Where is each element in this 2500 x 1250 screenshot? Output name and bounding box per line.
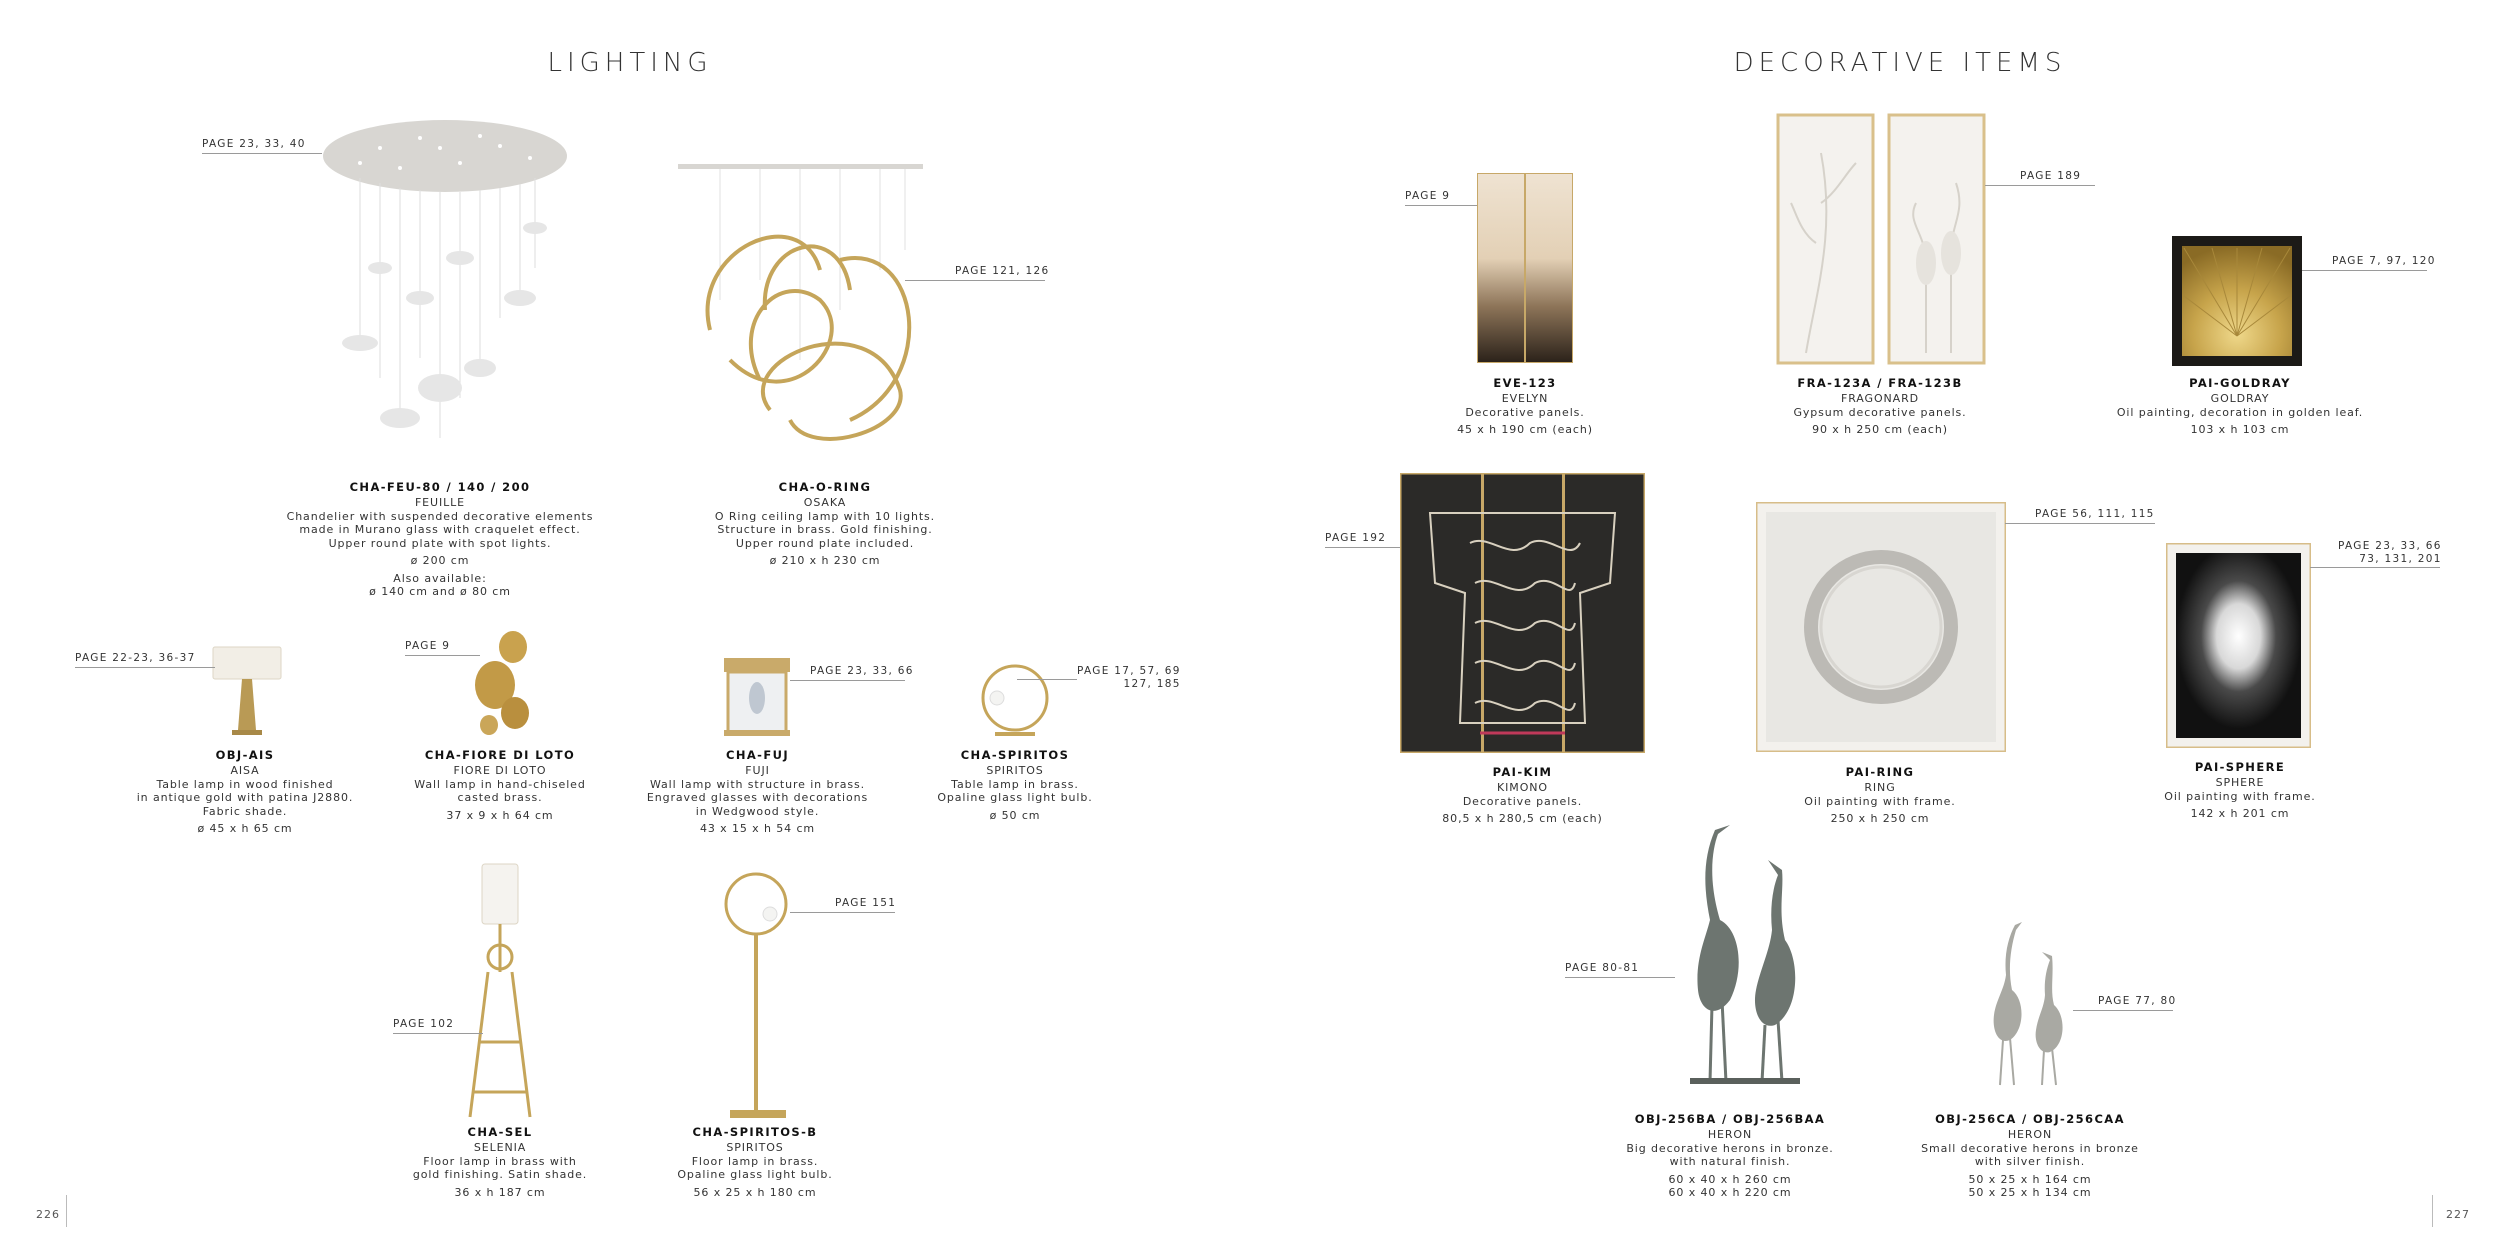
product-kimono: PAI-KIM KIMONO Decorative panels. 80,5 x h 280,5 cm (each) — [1400, 765, 1645, 826]
product-code: PAI-GOLDRAY — [2189, 376, 2291, 390]
page-ref-o-ring: PAGE 121, 126 — [955, 265, 1049, 278]
product-code: CHA-SPIRITOS-B — [692, 1125, 818, 1139]
painting-sphere-image — [2166, 543, 2311, 748]
page-ref-fuji: PAGE 23, 33, 66 — [810, 665, 914, 678]
page-ref-sphere: PAGE 23, 33, 66 73, 131, 201 — [2338, 540, 2442, 566]
product-ring: PAI-RING RING Oil painting with frame. 250 x h 250 cm — [1760, 765, 2000, 826]
product-feuille: CHA-FEU-80 / 140 / 200 FEUILLE Chandelier with suspended decorative elements made in Murano glass with craquelet effect. Upper round plate with spot lights. ø 200 cm Also available: ø 140 cm and ø 80 cm — [255, 480, 625, 599]
sculpture-small-herons-image — [1970, 920, 2080, 1090]
product-goldray: PAI-GOLDRAY GOLDRAY Oil painting, decoration in golden leaf. 103 x h 103 cm — [2100, 376, 2380, 437]
table-lamp-spiritos-image — [975, 660, 1055, 740]
product-code: CHA-FUJ — [725, 748, 789, 762]
product-code: OBJ-AIS — [215, 748, 275, 762]
product-code: CHA-FIORE DI LOTO — [424, 748, 576, 762]
painting-ring-image — [1756, 502, 2006, 752]
sculpture-big-herons-image — [1660, 820, 1820, 1090]
painting-goldray-image — [2172, 236, 2302, 366]
page-number-rule-left — [66, 1195, 67, 1227]
product-code: PAI-KIM — [1492, 765, 1553, 779]
product-selenia: CHA-SEL SELENIA Floor lamp in brass with gold finishing. Satin shade. 36 x h 187 cm — [400, 1125, 600, 1199]
decorative-items-title: DECORATIVE ITEMS — [1733, 48, 2067, 78]
chandelier-o-ring-image — [670, 160, 970, 480]
floor-lamp-spiritos-b-image — [718, 862, 798, 1124]
product-code: CHA-FEU-80 / 140 / 200 — [349, 480, 531, 494]
floor-lamp-selenia-image — [460, 862, 540, 1124]
product-sphere: PAI-SPHERE SPHERE Oil painting with frame. 142 x h 201 cm — [2120, 760, 2360, 821]
page-ref-feuille: PAGE 23, 33, 40 — [202, 138, 306, 151]
lighting-title: LIGHTING — [547, 48, 713, 78]
product-code: OBJ-256CA / OBJ-256CAA — [1935, 1112, 2125, 1126]
page-ref-spiritos: PAGE 17, 57, 69 127, 185 — [1077, 665, 1181, 691]
page-number-left: 226 — [36, 1208, 60, 1221]
product-evelyn: EVE-123 EVELYN Decorative panels. 45 x h 190 cm (each) — [1410, 376, 1640, 437]
page-number-rule-right — [2432, 1195, 2433, 1227]
product-spiritos: CHA-SPIRITOS SPIRITOS Table lamp in brass. Opaline glass light bulb. ø 50 cm — [910, 748, 1120, 822]
panels-kimono-image — [1400, 473, 1645, 753]
page-ref-aisa: PAGE 22-23, 36-37 — [75, 652, 196, 665]
page-ref-big-herons: PAGE 80-81 — [1565, 962, 1639, 975]
page-ref-spiritos-b: PAGE 151 — [835, 897, 896, 910]
product-fuji: CHA-FUJ FUJI Wall lamp with structure in brass. Engraved glasses with decorations in Wedgwood style. 43 x 15 x h 54 cm — [640, 748, 875, 836]
page-ref-small-herons: PAGE 77, 80 — [2098, 995, 2176, 1008]
chandelier-feuille-image — [320, 118, 570, 458]
product-aisa: OBJ-AIS AISA Table lamp in wood finished in antique gold with patina J2880. Fabric shade. ø 45 x h 65 cm — [115, 748, 375, 836]
product-code: FRA-123A / FRA-123B — [1797, 376, 1963, 390]
product-code: CHA-SEL — [467, 1125, 533, 1139]
product-fiore-di-loto: CHA-FIORE DI LOTO FIORE DI LOTO Wall lamp in hand-chiseled casted brass. 37 x 9 x h 64 cm — [390, 748, 610, 822]
page-ref-evelyn: PAGE 9 — [1405, 190, 1450, 203]
product-code: CHA-O-RING — [778, 480, 872, 494]
product-big-herons: OBJ-256BA / OBJ-256BAA HERON Big decorative herons in bronze. with natural finish. 60 x 40 x h 260 cm 60 x 40 x h 220 cm — [1600, 1112, 1860, 1200]
panels-evelyn-image — [1477, 173, 1573, 363]
product-code: EVE-123 — [1493, 376, 1557, 390]
product-code: CHA-SPIRITOS — [960, 748, 1070, 762]
page-ref-fiore-di-loto: PAGE 9 — [405, 640, 450, 653]
product-small-herons: OBJ-256CA / OBJ-256CAA HERON Small decorative herons in bronze with silver finish. 50 x 25 x h 164 cm 50 x 25 x h 134 cm — [1900, 1112, 2160, 1200]
page-ref-selenia: PAGE 102 — [393, 1018, 454, 1031]
wall-lamp-fuji-image — [722, 656, 792, 738]
product-code: PAI-RING — [1845, 765, 1915, 779]
wall-lamp-fiore-di-loto-image — [465, 625, 540, 740]
page-ref-ring: PAGE 56, 111, 115 — [2035, 508, 2155, 521]
product-o-ring: CHA-O-RING OSAKA O Ring ceiling lamp with 10 lights. Structure in brass. Gold finishing. Upper round plate included. ø 210 x h 230 cm — [680, 480, 970, 568]
page-ref-goldray: PAGE 7, 97, 120 — [2332, 255, 2436, 268]
product-code: PAI-SPHERE — [2194, 760, 2286, 774]
panels-fragonard-image — [1776, 113, 1986, 365]
page-ref-kimono: PAGE 192 — [1325, 532, 1386, 545]
product-code: OBJ-256BA / OBJ-256BAA — [1634, 1112, 1826, 1126]
page-ref-fragonard: PAGE 189 — [2020, 170, 2081, 183]
table-lamp-aisa-image — [210, 645, 285, 740]
product-fragonard: FRA-123A / FRA-123B FRAGONARD Gypsum decorative panels. 90 x h 250 cm (each) — [1750, 376, 2010, 437]
page-number-right: 227 — [2446, 1208, 2470, 1221]
product-spiritos-b: CHA-SPIRITOS-B SPIRITOS Floor lamp in brass. Opaline glass light bulb. 56 x 25 x h 180 cm — [650, 1125, 860, 1199]
